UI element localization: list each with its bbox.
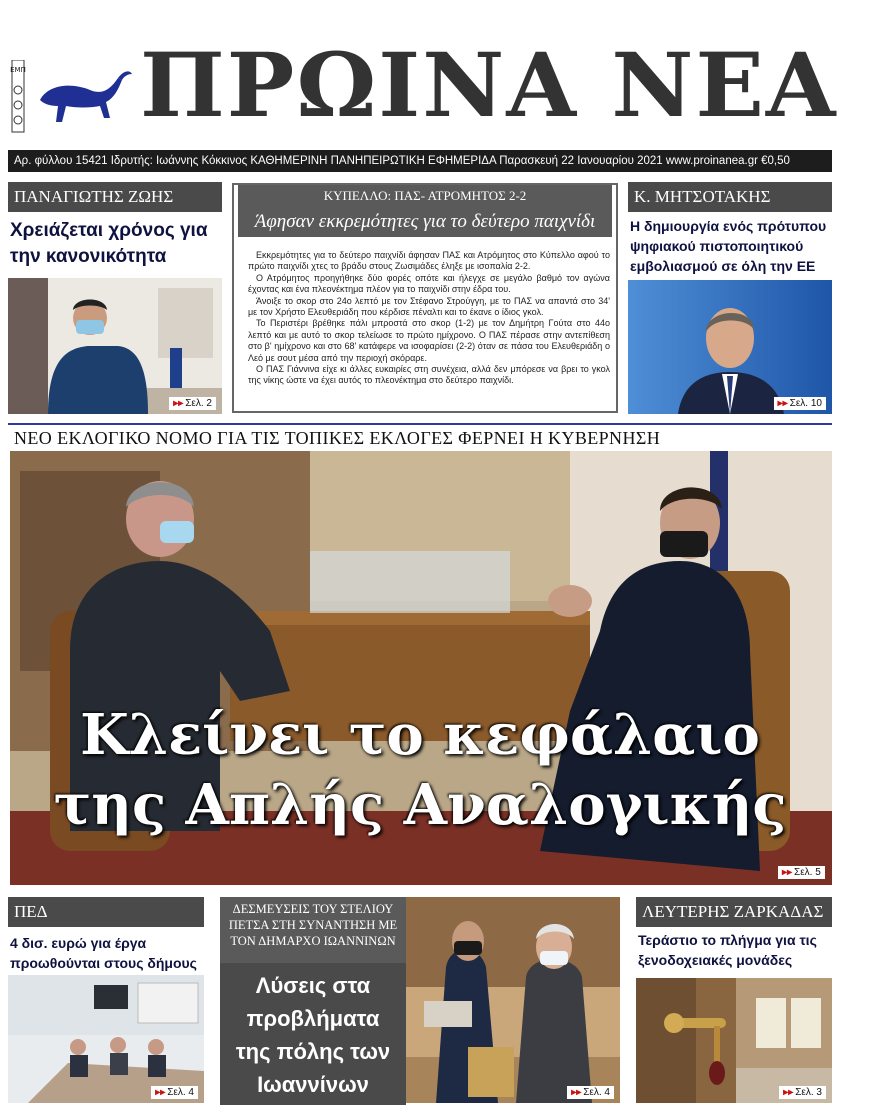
hotel-key-photo[interactable]: [636, 978, 832, 1103]
section-banner[interactable]: ΝΕΟ ΕΚΛΟΓΙΚΟ ΝΟΜΟ ΓΙΑ ΤΙΣ ΤΟΠΙΚΕΣ ΕΚΛΟΓΕΣ ΦΕΡΝΕΙ Η ΚΥΒΕΡΝΗΣΗ: [8, 423, 832, 451]
paragraph: Άνοιξε το σκορ στο 24ο λεπτό με τον Στέφανο Στρούγγη, με το ΠΑΣ να απαντά στο 34' με τον Χρήστο Ελευθεριάδη που κέρδισε πέναλτι και το έκανε ο ίδιος γκολ.: [248, 295, 610, 318]
section-tag: ΛΕΥΤΕΡΗΣ ΖΑΡΚΑΔΑΣ: [636, 897, 832, 927]
double-arrow-icon: ▸▸: [571, 1087, 582, 1098]
page-reference[interactable]: ▸▸ Σελ. 4: [567, 1086, 614, 1099]
section-tag: Κ. ΜΗΤΣΟΤΑΚΗΣ: [628, 182, 832, 212]
article-body: [248, 250, 610, 387]
headline-line: της πόλης των: [235, 1039, 391, 1064]
article-headline[interactable]: Άφησαν εκκρεμότητες για το δεύτερο παιχνίδι: [238, 207, 612, 237]
tag-line: ΠΕΤΣΑ ΣΤΗ ΣΥΝΑΝΤΗΣΗ ΜΕ: [228, 918, 398, 932]
page-reference[interactable]: ▸▸ Σελ. 5: [778, 866, 825, 879]
paragraph: Ο Ατρόμητος προηγήθηκε δύο φορές οπότε και ήλεγχε σε μεγάλο βαθμό τον αγώνα έχοντας και ένα πλεονέκτημα πλέον για το παιχνίδι στην έδρα του.: [248, 272, 610, 295]
publisher-logo: [10, 60, 135, 135]
paragraph: Το Περιστέρι βρέθηκε πάλι μπροστά στο σκορ (1-2) με τον Δημήτρη Γούτα στο 44ο λεπτό και με αυτό το σκορ τελείωσε το πρώτο ημίχρονο. Ο ΠΑΣ πέρασε στην αντεπίθεση στο β' ημίχρονο και στο 68' κατάφερε να ισοφαρίσει (2-2) όταν σε πάσα του Ελευθεριάδη ο Λεό με σουτ μέσα από την περιοχή σκόραρε.: [248, 318, 610, 363]
paragraph: Ο ΠΑΣ Γιάννινα είχε κι άλλες ευκαιρίες στη συνέχεια, αλλά δεν μπόρεσε να βρει το γκολ της νίκης ώστε να έχει αυτός το πλεονέκτημα στο δεύτερο παιχνίδι.: [248, 364, 610, 386]
main-headline[interactable]: [10, 700, 830, 840]
double-arrow-icon: ▸▸: [173, 398, 184, 409]
double-arrow-icon: ▸▸: [155, 1087, 166, 1098]
issue-info-bar: Αρ. φύλλου 15421 Ιδρυτής: Ιωάννης Κόκκινος ΚΑΘΗΜΕΡΙΝΗ ΠΑΝΗΠΕΙΡΩΤΙΚΗ ΕΦΗΜΕΡΙΔΑ Παρασκευή 22 Ιανουαρίου 2021 www.proinanea.gr €0,50: [8, 150, 832, 172]
section-tag: [220, 897, 406, 963]
doctor-photo[interactable]: [8, 278, 222, 414]
article-headline[interactable]: Τεράστιο το πλήγμα για τις ξενοδοχειακές μονάδες: [638, 932, 817, 968]
masthead-title: ΠΡΩΙΝΑ ΝΕΑ: [140, 33, 838, 137]
article-headline[interactable]: 4 δισ. ευρώ για έργα προωθούνται στους δήμους: [10, 935, 197, 971]
page-reference[interactable]: ▸▸ Σελ. 3: [779, 1086, 826, 1099]
logo-badge-text: ΕΜΠ: [10, 66, 26, 74]
headline-line: προβλήματα: [246, 1006, 380, 1031]
page-reference[interactable]: ▸▸ Σελ. 10: [774, 397, 826, 410]
tag-line: ΔΕΣΜΕΥΣΕΙΣ ΤΟΥ ΣΤΕΛΙΟΥ: [232, 902, 394, 916]
headline-line: Ιωαννίνων: [257, 1072, 369, 1097]
double-arrow-icon: ▸▸: [782, 867, 793, 878]
section-tag: ΠΕΔ: [8, 897, 204, 927]
paragraph: Εκκρεμότητες για το δεύτερο παιχνίδι άφησαν ΠΑΣ και Ατρόμητος στο Κύπελλο αφού το πρώτο παιχνίδι χτες το βράδυ στους Ζωσιμάδες έληξε με ισοπαλία 2-2.: [248, 250, 610, 272]
article-headline[interactable]: [220, 963, 406, 1105]
headline-line: Λύσεις στα: [255, 973, 371, 998]
petsas-mayor-photo[interactable]: [406, 897, 620, 1103]
double-arrow-icon: ▸▸: [777, 398, 788, 409]
meeting-photo[interactable]: [8, 975, 204, 1103]
section-tag: ΚΥΠΕΛΛΟ: ΠΑΣ- ΑΤΡΟΜΗΤΟΣ 2-2: [238, 185, 612, 207]
page-reference[interactable]: ▸▸ Σελ. 4: [151, 1086, 198, 1099]
tag-line: ΤΟΝ ΔΗΜΑΡΧΟ ΙΩΑΝΝΙΝΩΝ: [230, 934, 396, 948]
article-headline[interactable]: Χρειάζεται χρόνος για την κανονικότητα: [10, 220, 208, 267]
section-tag: ΠΑΝΑΓΙΩΤΗΣ ΖΩΗΣ: [8, 182, 222, 212]
article-headline[interactable]: Η δημιουργία ενός πρότυπου ψηφιακού πιστοποιητικού εμβολιασμού σε όλη την ΕΕ: [630, 218, 827, 274]
double-arrow-icon: ▸▸: [783, 1087, 794, 1098]
mitsotakis-photo[interactable]: [628, 280, 832, 414]
main-headline-line: Κλείνει το κεφάλαιο: [80, 702, 760, 768]
main-headline-line: της Απλής Αναλογικής: [53, 772, 787, 838]
page-reference[interactable]: ▸▸ Σελ. 2: [169, 397, 216, 410]
